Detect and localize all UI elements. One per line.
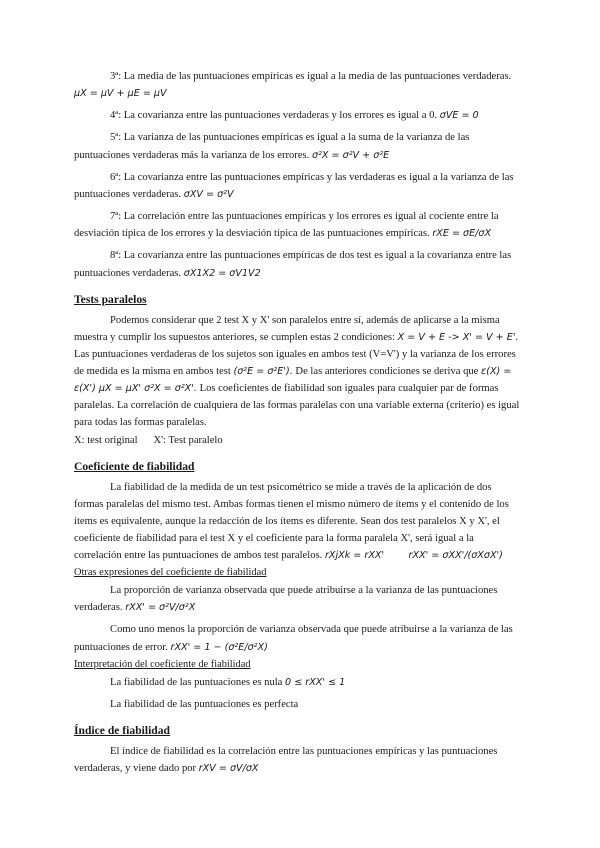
property-5: 5ª: La varianza de las puntuaciones empíricas es igual a la suma de la varianza de las puntuaciones verdaderas más la varianza de los errores. σ²X = σ²V + σ²E: [74, 132, 470, 161]
formula: rXjXk = rXX' rXX' = σXX'/(σXσX'): [324, 550, 503, 562]
property-3: 3ª: La media de las puntuaciones empíricas es igual a la media de las puntuaciones verdaderas. μX = μV + μE = μV: [74, 71, 512, 100]
paragraph-coeficiente: La fiabilidad de la medida de un test psicométrico se mide a través de la aplicación de dos formas paralelas del mismo test. Ambas formas tienen el mismo número de ítems y el contenido de los ítems es equivalente, aunque la redacción de los ítems es diferente. Sean dos test paralelos X y X', el coeficiente de fiabilidad para el test X y el coeficiente para la forma paralela X', será igual a la correlación entre las puntuaciones de ambos test paralelos. rXjXk = rXX' rXX' = σXX'/(σXσX'): [74, 481, 509, 562]
formula: σX1X2 = σV1V2: [183, 267, 261, 279]
paragraph-tests-paralelos: Podemos considerar que 2 test X y X' son paralelos entre sí, además de aplicarse a la misma muestra y cumplir los supuestos anteriores, se cumplen estas 2 condiciones: X = V + E -> X' = V + E'. Las puntuaciones verdaderas de los sujetos son iguales en ambos test (V=V') y la varianza de los errores de medida es la misma en ambos test (σ²E = σ²E'). De las anteriores condiciones se deriva que ε(X) = ε(X') μX = μX' σ²X = σ²X'. Los coeficientes de fiabilidad son iguales para cualquier par de formas paralelas. La correlación de cualquiera de las formas paralelas con una variable externa (criterio) es igual para todas las formas paralelas.: [74, 314, 520, 429]
paragraph-nula: La fiabilidad de las puntuaciones es nula 0 ≤ rXX' ≤ 1: [110, 676, 346, 688]
document-body: [74, 68, 522, 777]
property-7: 7ª: La correlación entre las puntuaciones empíricas y los errores es igual al cociente entre la desviación típica de los errores y la desviación típica de las puntuaciones empíricas. rXE = σE/σX: [74, 211, 499, 240]
formula: rXE = σE/σX: [432, 228, 492, 240]
legend-line: X: test original X': Test paralelo: [74, 434, 223, 446]
subheading-interpretacion: Interpretación del coeficiente de fiabilidad: [74, 658, 251, 670]
subheading-otras-expresiones: Otras expresiones del coeficiente de fiabilidad: [74, 567, 267, 579]
formula: rXV = σV/σX: [198, 762, 259, 774]
section-heading-tests-paralelos: Tests paralelos: [74, 292, 147, 306]
formula: rXX' = 1 − (σ²E/σ²X): [170, 641, 268, 653]
formula: rXX' = σ²V/σ²X: [125, 602, 196, 614]
formula: ε(X) = ε(X') μX = μX' σ²X = σ²X'.: [74, 365, 512, 395]
formula: (σ²E = σ²E').: [233, 365, 293, 377]
formula: 0 ≤ rXX' ≤ 1: [285, 676, 346, 688]
paragraph-proporcion-verdadera: La proporción de varianza observada que puede atribuirse a la varianza de las puntuaciones verdaderas. rXX' = σ²V/σ²X: [74, 585, 498, 614]
paragraph-proporcion-error: Como uno menos la proporción de varianza observada que puede atribuirse a la varianza de las puntuaciones de error. rXX' = 1 − (σ²E/σ²X): [74, 624, 513, 653]
property-4: 4ª: La covarianza entre las puntuaciones verdaderas y los errores es igual a 0. σVE = 0: [110, 110, 479, 122]
section-heading-coeficiente: Coeficiente de fiabilidad: [74, 459, 195, 473]
formula: μX = μV + μE = μV: [74, 88, 167, 100]
formula: σ²X = σ²V + σ²E: [311, 149, 390, 161]
paragraph-indice: El índice de fiabilidad es la correlación entre las puntuaciones empíricas y las puntuaciones verdaderas, y viene dado por rXV = σV/σX: [74, 745, 498, 774]
formula: σVE = 0: [439, 110, 479, 122]
section-heading-indice: Índice de fiabilidad: [74, 723, 170, 737]
formula: X = V + E -> X' = V + E'.: [397, 331, 519, 343]
paragraph-perfecta: La fiabilidad de las puntuaciones es perfecta: [110, 698, 299, 710]
property-8: 8ª: La covarianza entre las puntuaciones empíricas de dos test es igual a la covarianza entre las puntuaciones verdaderas. σX1X2 = σV1V2: [74, 250, 512, 279]
formula: σXV = σ²V: [183, 188, 234, 200]
property-6: 6ª: La covarianza entre las puntuaciones empíricas y las verdaderas es igual a la varianza de las puntuaciones verdaderas. σXV = σ²V: [74, 171, 514, 200]
